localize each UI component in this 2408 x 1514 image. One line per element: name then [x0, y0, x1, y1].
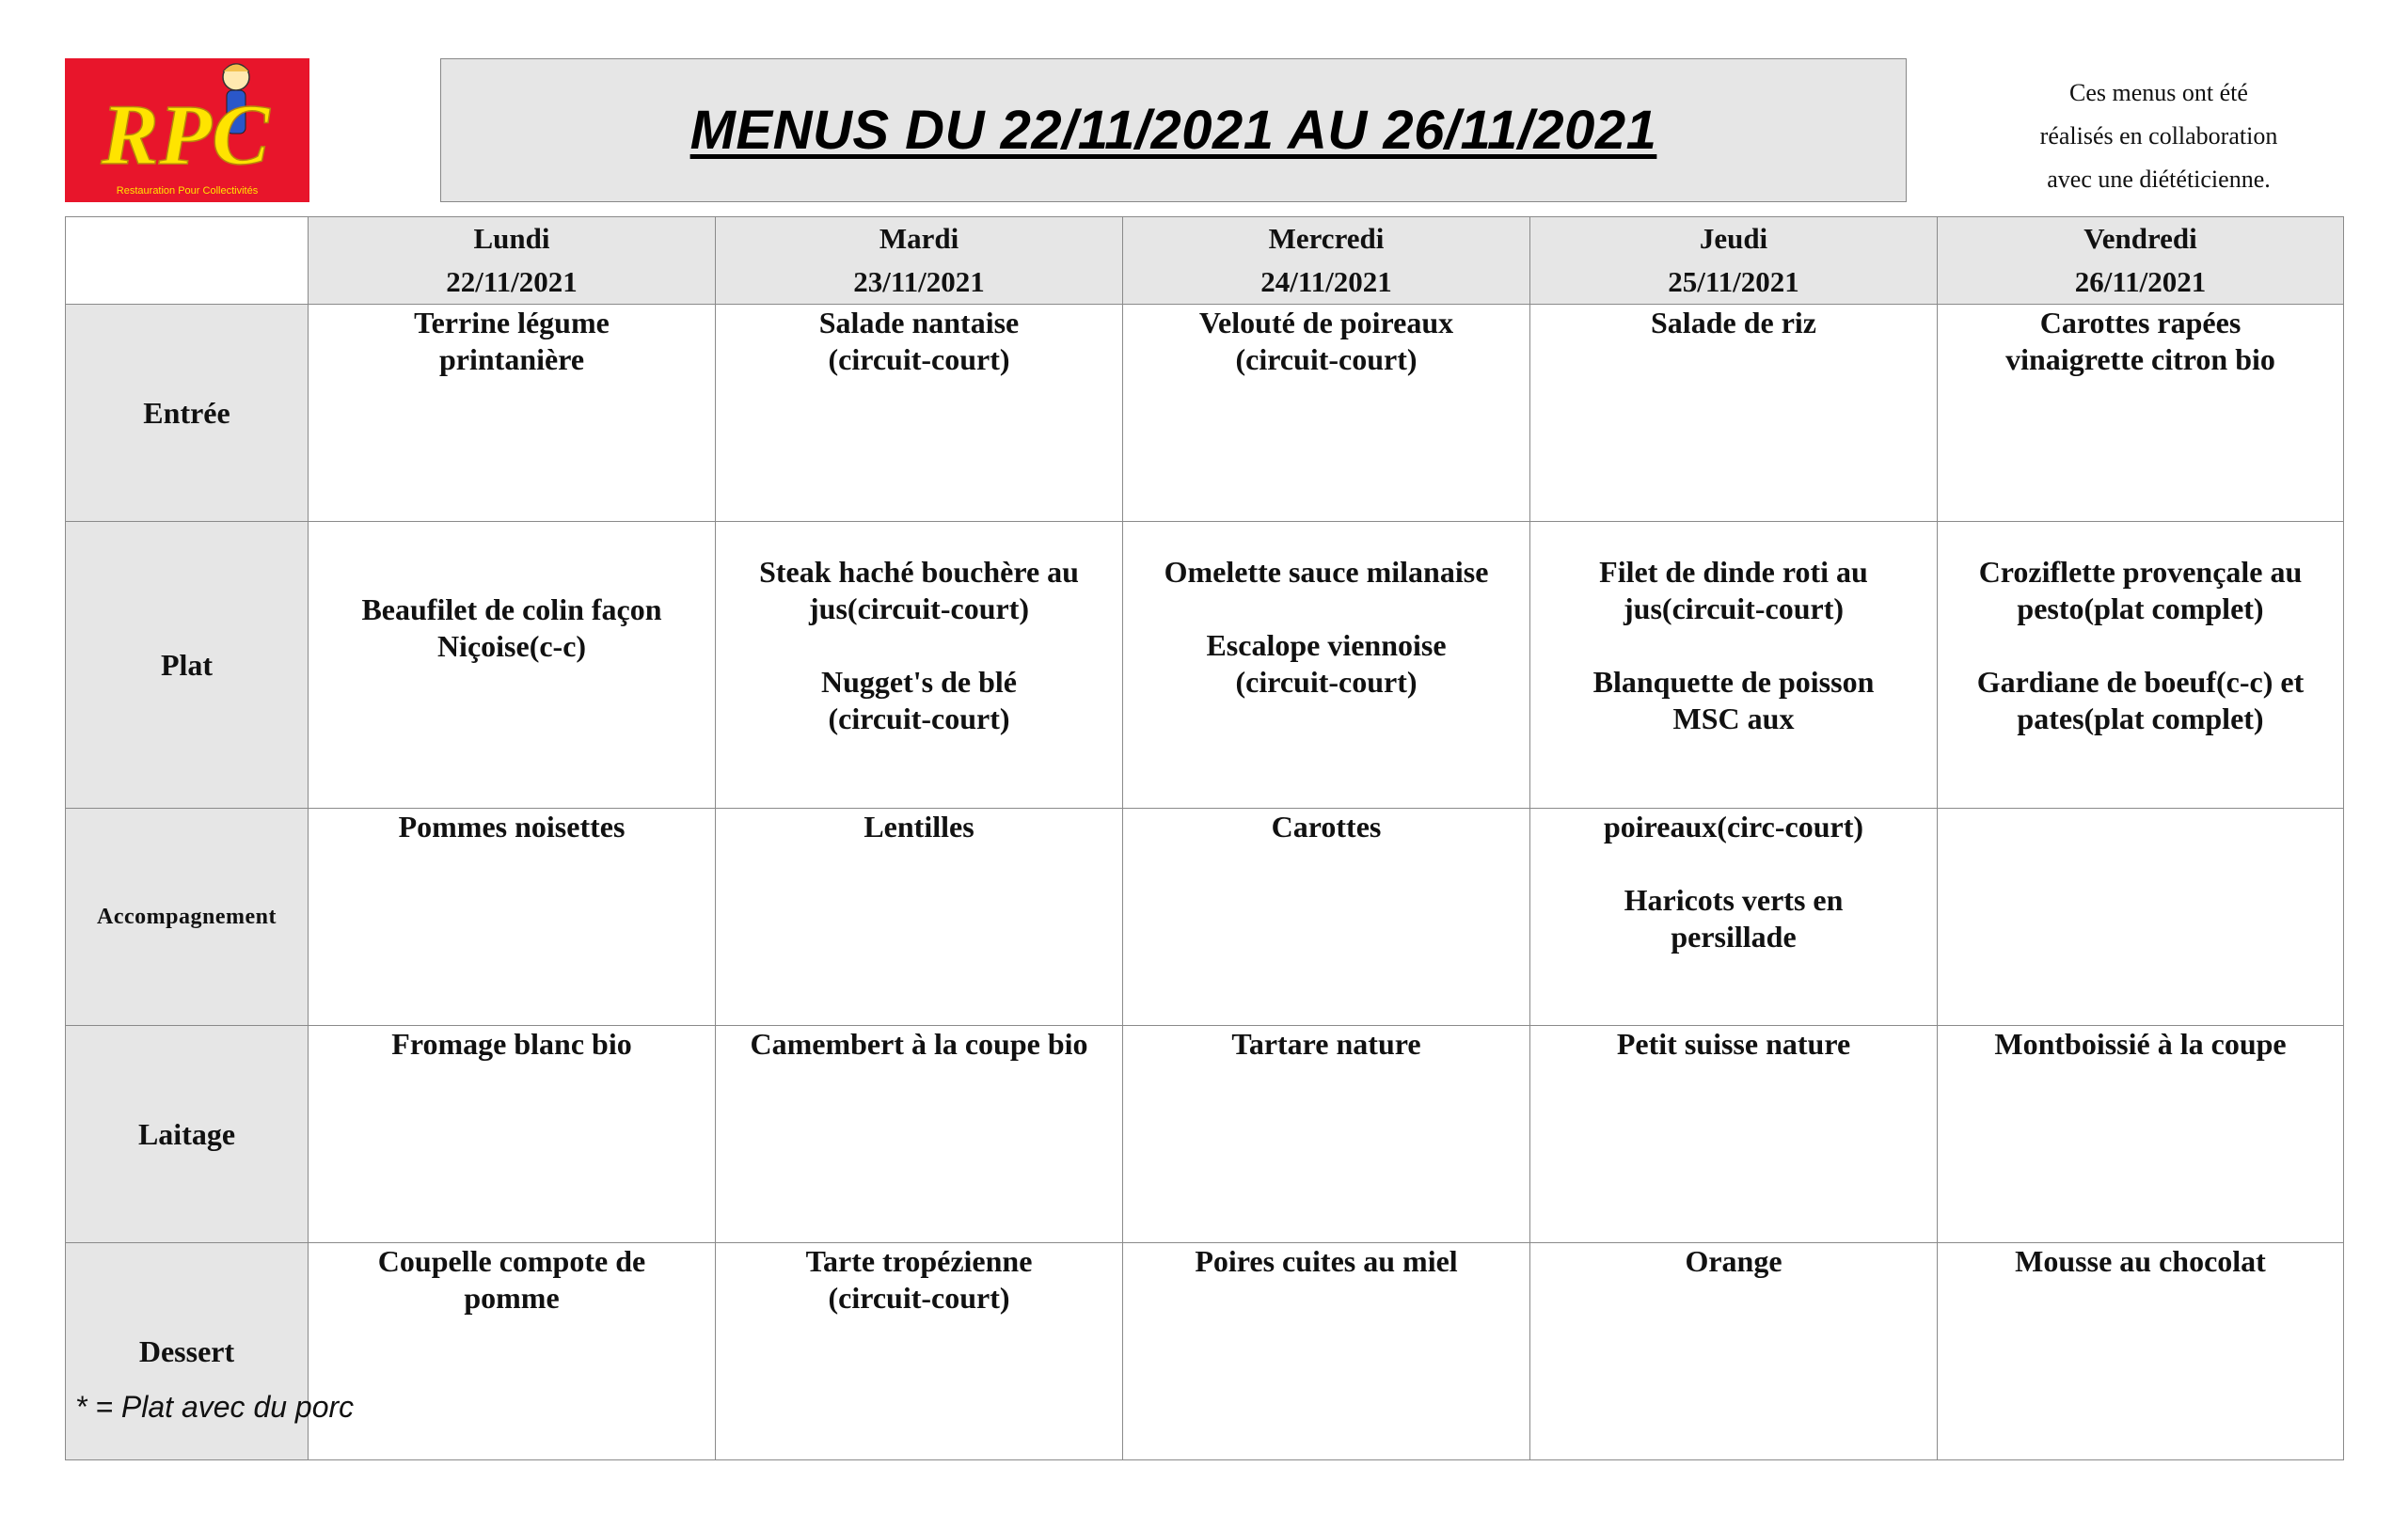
menu-cell: [309, 809, 716, 1026]
logo-letters: RPC: [101, 87, 270, 182]
dish-line: Salade nantaise: [818, 306, 1020, 339]
dish-line: (circuit-court): [1235, 665, 1418, 699]
dish-line: Carottes: [1271, 810, 1382, 844]
menu-cell: [1938, 305, 2344, 522]
row-label-entree: Entrée: [66, 305, 309, 522]
dish-line: Pommes noisettes: [398, 810, 626, 844]
menu-cell: [1123, 809, 1530, 1026]
dish-line: Steak haché bouchère au: [759, 555, 1079, 589]
dish-line: pomme: [464, 1281, 560, 1315]
course-row-dessert: [66, 1243, 2344, 1460]
day-header-lundi: [309, 217, 716, 305]
row-label-dessert: Dessert: [66, 1243, 309, 1460]
dietitian-note: [1952, 71, 2366, 201]
row-label-plat: Plat: [66, 522, 309, 809]
dish-line: Beaufilet de colin façon: [361, 592, 662, 626]
corner-cell: [66, 217, 309, 305]
menu-cell: [1938, 1026, 2344, 1243]
menu-cell: [309, 522, 716, 809]
dish-line: Salade de riz: [1651, 306, 1816, 339]
menu-cell: [1123, 1243, 1530, 1460]
menu-cell: [309, 305, 716, 522]
row-label-laitage: Laitage: [66, 1026, 309, 1243]
dish-line: Velouté de poireaux: [1198, 306, 1454, 339]
dish-line: Croziflette provençale au: [1978, 555, 2303, 589]
dish-spacer: [1131, 591, 1522, 627]
menu-cell: [716, 522, 1123, 809]
dish-line: Haricots verts en: [1624, 883, 1844, 917]
day-header-vendredi: [1938, 217, 2344, 305]
menu-cell: [1938, 522, 2344, 809]
dish-line: Orange: [1685, 1244, 1782, 1278]
dish-line: Nugget's de blé: [821, 665, 1017, 699]
dish-line: Mousse au chocolat: [2015, 1244, 2266, 1278]
course-row-plat: [66, 522, 2344, 809]
course-row-laitage: [66, 1026, 2344, 1243]
dish-line: jus(circuit-court): [1624, 591, 1844, 625]
dish-spacer: [1538, 845, 1929, 882]
menu-cell: [1530, 809, 1938, 1026]
dish-spacer: [1945, 627, 2336, 664]
note-line: avec une diététicienne.: [2047, 166, 2271, 193]
dish-line: pesto(plat complet): [2017, 591, 2264, 625]
dish-line: printanière: [438, 342, 585, 376]
day-date: 26/11/2021: [2074, 265, 2207, 298]
dish-line: Carottes rapées: [2039, 306, 2242, 339]
menu-cell-empty: [1938, 809, 2344, 1026]
menu-cell: [1123, 305, 1530, 522]
dish-line: Filet de dinde roti au: [1599, 555, 1868, 589]
note-line: réalisés en collaboration: [2039, 122, 2278, 150]
dish-line: Escalope viennoise: [1206, 628, 1447, 662]
day-name: Jeudi: [1699, 222, 1768, 255]
course-row-entree: [66, 305, 2344, 522]
dish-line: Camembert à la coupe bio: [750, 1027, 1088, 1061]
menu-cell: [1123, 522, 1530, 809]
dish-line: Montboissié à la coupe: [1994, 1027, 2287, 1061]
dish-line: pates(plat complet): [2017, 702, 2264, 735]
dish-line: Terrine légume: [414, 306, 610, 339]
menu-cell: [1530, 1243, 1938, 1460]
menu-table: [65, 216, 2344, 1460]
menu-cell: [1530, 1026, 1938, 1243]
day-header-mercredi: [1123, 217, 1530, 305]
dish-line: Omelette sauce milanaise: [1164, 555, 1489, 589]
dish-line: Petit suisse nature: [1616, 1027, 1851, 1061]
day-name: Mercredi: [1268, 222, 1385, 255]
dish-line: Gardiane de boeuf(c-c) et: [1976, 665, 2305, 699]
menu-cell: [716, 305, 1123, 522]
menu-cell: [1123, 1026, 1530, 1243]
dish-line: jus(circuit-court): [809, 591, 1029, 625]
rpc-logo-graphic: [65, 58, 309, 202]
dish-line: Niçoise(c-c): [436, 629, 587, 663]
course-row-accompagnement: [66, 809, 2344, 1026]
dish-line: MSC aux: [1672, 702, 1795, 735]
dish-spacer: [723, 627, 1115, 664]
menu-cell: [716, 1243, 1123, 1460]
menu-cell: [309, 1243, 716, 1460]
dish-line: (circuit-court): [1235, 342, 1418, 376]
dish-line: (circuit-court): [828, 1281, 1010, 1315]
day-header-row: [66, 217, 2344, 305]
dish-spacer: [1538, 627, 1929, 664]
day-name: Vendredi: [2083, 222, 2197, 255]
title-box: [440, 58, 1907, 202]
dish-line: vinaigrette citron bio: [2005, 342, 2275, 376]
day-date: 22/11/2021: [446, 265, 578, 298]
day-date: 25/11/2021: [1668, 265, 1799, 298]
day-name: Lundi: [473, 222, 550, 255]
dish-line: poireaux(circ-court): [1603, 810, 1864, 844]
day-header-jeudi: [1530, 217, 1938, 305]
page-title: MENUS DU 22/11/2021 AU 26/11/2021: [689, 100, 1657, 161]
pork-footnote: * = Plat avec du porc: [75, 1390, 355, 1424]
dish-line: (circuit-court): [828, 342, 1010, 376]
menu-cell: [1530, 305, 1938, 522]
dish-line: Coupelle compote de: [377, 1244, 646, 1278]
day-header-mardi: [716, 217, 1123, 305]
dish-line: Lentilles: [863, 810, 974, 844]
menu-cell: [716, 809, 1123, 1026]
row-label-accompagnement: Accompagnement: [66, 809, 309, 1026]
menu-cell: [1530, 522, 1938, 809]
dish-line: Poires cuites au miel: [1195, 1244, 1458, 1278]
menu-cell: [716, 1026, 1123, 1243]
dish-line: Tartare nature: [1231, 1027, 1421, 1061]
logo-chef-hair-icon: [223, 64, 249, 71]
dish-line: Blanquette de poisson: [1592, 665, 1875, 699]
dish-line: Fromage blanc bio: [391, 1027, 632, 1061]
rpc-logo: [65, 58, 309, 202]
menu-cell: [1938, 1243, 2344, 1460]
dish-line: Tarte tropézienne: [805, 1244, 1033, 1278]
day-name: Mardi: [879, 222, 959, 255]
menu-cell: [309, 1026, 716, 1243]
logo-subtitle: Restauration Pour Collectivités: [116, 185, 259, 197]
note-line: Ces menus ont été: [2069, 79, 2248, 106]
dish-line: persillade: [1671, 920, 1797, 954]
day-date: 23/11/2021: [853, 265, 985, 298]
day-date: 24/11/2021: [1260, 265, 1392, 298]
dish-line: (circuit-court): [828, 702, 1010, 735]
